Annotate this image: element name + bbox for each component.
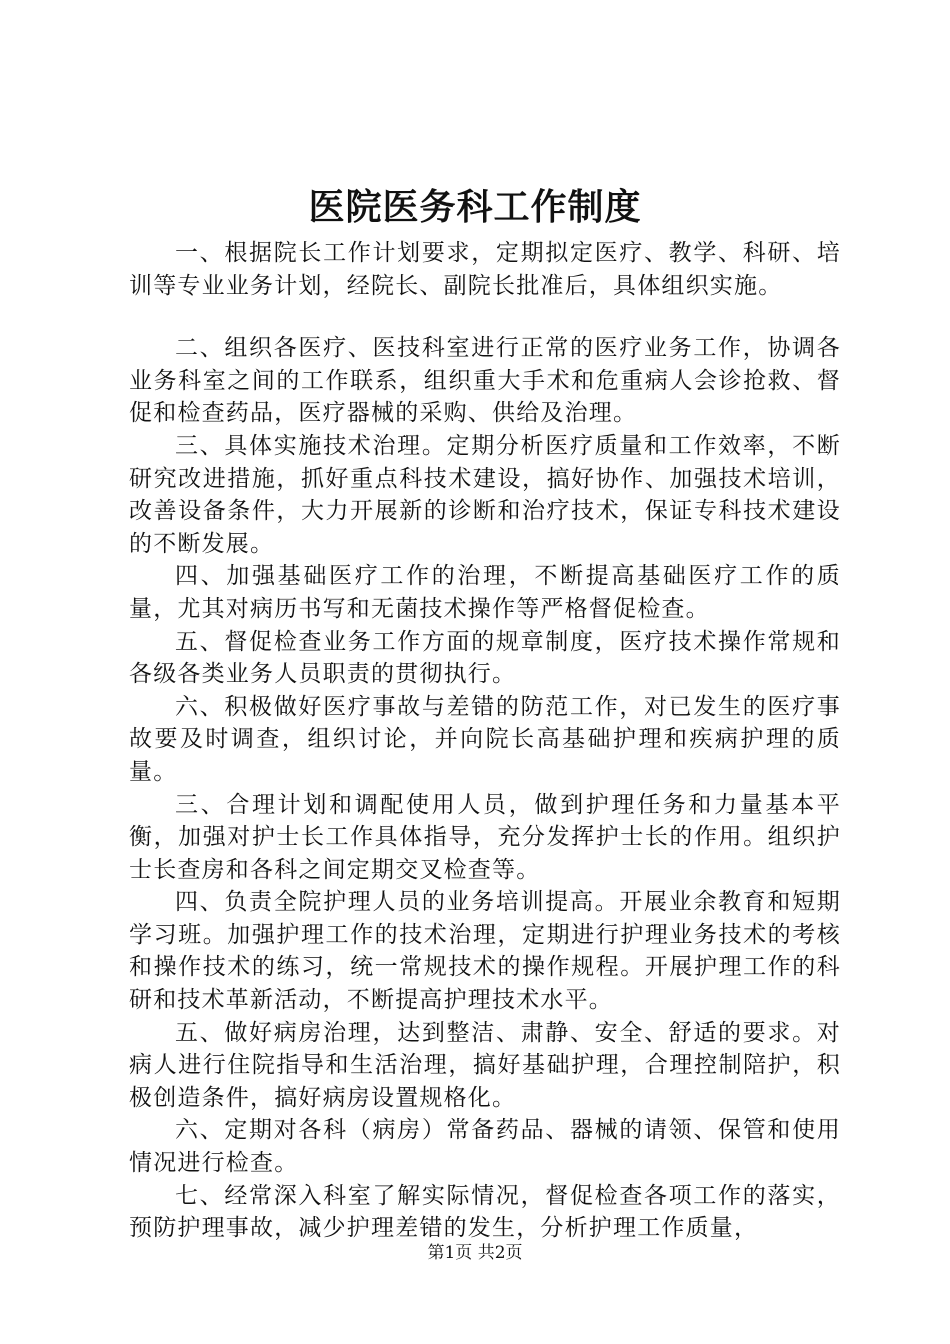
paragraph: 七、经常深入科室了解实际情况，督促检查各项工作的落实，预防护理事故，减少护理差错的发生，分析护理工作质量， xyxy=(129,1182,841,1242)
paragraph: 五、做好病房治理，达到整洁、肃静、安全、舒适的要求。对病人进行住院指导和生活治理，搞好基础护理，合理控制陪护，积极创造条件，搞好病房设置规格化。 xyxy=(129,1019,841,1111)
paragraph: 三、具体实施技术治理。定期分析医疗质量和工作效率，不断研究改进措施，抓好重点科技术建设，搞好协作、加强技术培训，改善设备条件，大力开展新的诊断和治疗技术，保证专科技术建设的不断发展。 xyxy=(129,432,841,557)
paragraph: 二、组织各医疗、医技科室进行正常的医疗业务工作，协调各业务科室之间的工作联系，组织重大手术和危重病人会诊抢救、督促和检查药品，医疗器械的采购、供给及治理。 xyxy=(129,335,841,427)
paragraph: 一、根据院长工作计划要求，定期拟定医疗、教学、科研、培训等专业业务计划，经院长、副院长批准后，具体组织实施。 xyxy=(129,240,841,299)
paragraph: 四、负责全院护理人员的业务培训提高。开展业余教育和短期学习班。加强护理工作的技术治理，定期进行护理业务技术的考核和操作技术的练习，统一常规技术的操作规程。开展护理工作的科研和技术革新活动，不断提高护理技术水平。 xyxy=(129,889,841,1014)
document-title: 医院医务科工作制度 xyxy=(308,186,642,228)
page-footer: 第1页 共2页 xyxy=(427,1243,523,1263)
paragraph: 六、定期对各科（病房）常备药品、器械的请领、保管和使用情况进行检查。 xyxy=(129,1117,841,1177)
paragraph: 六、积极做好医疗事故与差错的防范工作，对已发生的医疗事故要及时调查，组织讨论，并向院长高基础护理和疾病护理的质量。 xyxy=(129,693,841,785)
paragraph: 五、督促检查业务工作方面的规章制度，医疗技术操作常规和各级各类业务人员职责的贯彻执行。 xyxy=(129,628,841,688)
paragraph: 三、合理计划和调配使用人员，做到护理任务和力量基本平衡，加强对护士长工作具体指导，充分发挥护士长的作用。组织护士长查房和各科之间定期交叉检查等。 xyxy=(129,791,841,883)
paragraph: 四、加强基础医疗工作的治理，不断提高基础医疗工作的质量，尤其对病历书写和无菌技术操作等严格督促检查。 xyxy=(129,563,841,622)
document-body xyxy=(129,237,841,1245)
